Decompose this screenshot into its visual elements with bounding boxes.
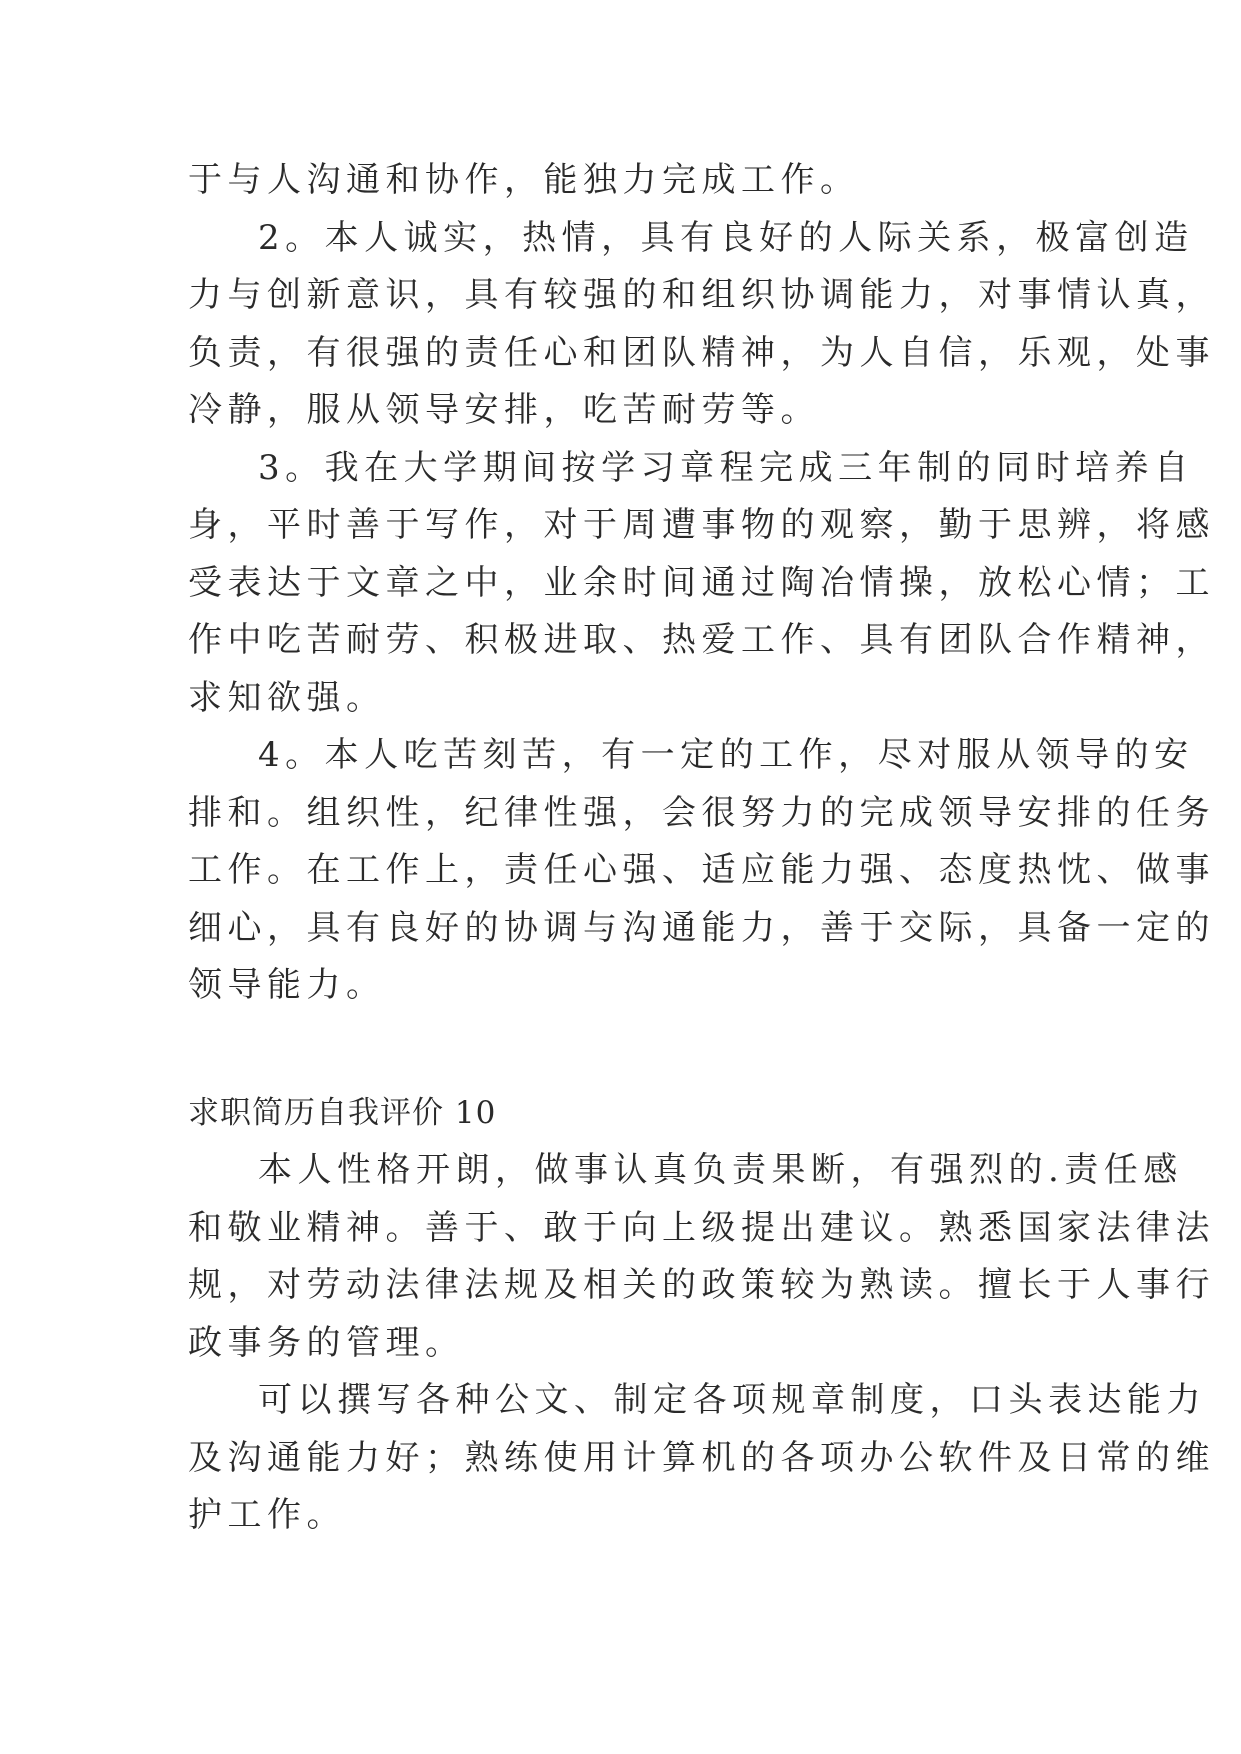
text-line: 本人性格开朗，做事认真负责果断，有强烈的.责任感	[258, 1150, 1183, 1190]
section-spacer	[188, 1015, 1068, 1085]
text-line: 受表达于文章之中，业余时间通过陶冶情操，放松心情；工	[188, 562, 1215, 603]
text-line: 身，平时善于写作，对于周遭事物的观察，勤于思辨，将感	[188, 505, 1215, 545]
paragraph-item-3	[188, 440, 1215, 728]
text-line: 领导能力。	[188, 965, 386, 1005]
paragraph-intro	[188, 1142, 1215, 1372]
paragraph-continuation	[188, 152, 1068, 210]
text-line: 力与创新意识，具有较强的和组织协调能力，对事情认真，	[188, 275, 1215, 315]
text-line: 3。我在大学期间按学习章程完成三年制的同时培养自	[258, 447, 1194, 488]
text-line: 负责，有很强的责任心和团队精神，为人自信，乐观，处事	[188, 332, 1215, 373]
text-line: 规，对劳动法律法规及相关的政策较为熟读。擅长于人事行	[188, 1265, 1215, 1305]
document-page	[188, 152, 1215, 1545]
text-line: 排和。组织性，纪律性强，会很努力的完成领导安排的任务	[188, 792, 1215, 833]
section-title: 求职简历自我评价 10	[188, 1094, 497, 1131]
text-line: 冷静，服从领导安排，吃苦耐劳等。	[188, 390, 820, 430]
text-line: 政事务的管理。	[188, 1322, 465, 1363]
text-line: 细心，具有良好的协调与沟通能力，善于交际，具备一定的	[188, 907, 1215, 948]
text-line: 作中吃苦耐劳、积极进取、热爱工作、具有团队合作精神，	[188, 620, 1215, 660]
paragraph-item-2	[188, 210, 1215, 440]
text-line: 4。本人吃苦刻苦，有一定的工作，尽对服从领导的安	[258, 735, 1194, 775]
text-line: 于与人沟通和协作，能独力完成工作。	[188, 160, 860, 200]
text-line: 和敬业精神。善于、敢于向上级提出建议。熟悉国家法律法	[188, 1207, 1215, 1248]
text-line: 及沟通能力好；熟练使用计算机的各项办公软件及日常的维	[188, 1437, 1215, 1478]
text-line: 可以撰写各种公文、制定各项规章制度，口头表达能力	[258, 1380, 1206, 1420]
text-line: 护工作。	[188, 1495, 346, 1535]
text-line: 2。本人诚实，热情，具有良好的人际关系，极富创造	[258, 217, 1194, 258]
text-line: 求知欲强。	[188, 677, 386, 718]
paragraph-skills	[188, 1372, 1215, 1545]
text-line: 工作。在工作上，责任心强、适应能力强、态度热忱、做事	[188, 850, 1215, 890]
paragraph-item-4	[188, 727, 1215, 1015]
